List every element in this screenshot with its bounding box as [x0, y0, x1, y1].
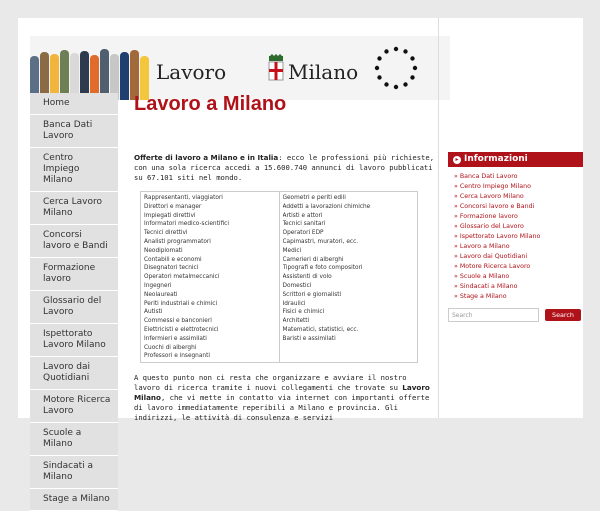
nav-item-label: Glossario del Lavoro [43, 296, 102, 317]
nav-item-ispettorato-lavoro[interactable] [30, 324, 118, 357]
widget-link[interactable]: » Formazione lavoro [454, 213, 518, 220]
widget-header [448, 152, 583, 167]
job-link[interactable]: Tecnici sanitari [282, 221, 326, 228]
search-row [448, 308, 583, 322]
nav-item-concorsi-lavoro[interactable] [30, 225, 118, 258]
job-link[interactable]: Analisti programmatori [144, 238, 211, 245]
nav-item-label: Formazione lavoro [43, 263, 96, 284]
job-link[interactable]: Scrittori e giornalisti [282, 291, 342, 298]
nav-item-label: Centro Impiego Milano [43, 153, 80, 185]
job-link[interactable]: Commessi e banconieri [144, 318, 212, 325]
nav-item-motore-ricerca[interactable] [30, 390, 118, 423]
search-input[interactable] [448, 308, 539, 322]
sidebar-divider [438, 18, 439, 418]
widget-link[interactable]: » Stage a Milano [454, 293, 507, 300]
job-link[interactable]: Architetti [282, 318, 310, 325]
job-link[interactable]: Artisti e attori [282, 212, 323, 219]
nav-item-formazione-lavoro[interactable] [30, 258, 118, 291]
job-link[interactable]: Baristi e assimilati [282, 335, 336, 342]
job-link[interactable]: Capimastri, muratori, ecc. [282, 238, 359, 245]
job-link[interactable]: Neodiplomati [144, 247, 183, 254]
logo-milano-text: Milano [288, 60, 359, 84]
search-button[interactable]: Search [545, 309, 581, 321]
nav-item-sindacati-milano[interactable] [30, 456, 118, 489]
widget-title: Informazioni [464, 154, 528, 164]
nav-item-label: Banca Dati Lavoro [43, 120, 93, 141]
nav-item-home[interactable] [30, 93, 118, 115]
widget-link[interactable]: » Glossario del Lavoro [454, 223, 524, 230]
widget-link[interactable]: » Concorsi lavoro e Bandi [454, 203, 535, 210]
nav-item-label: Stage a Milano [43, 494, 110, 504]
widget-link[interactable]: » Centro Impiego Milano [454, 183, 531, 190]
eu-stars-icon [370, 42, 422, 94]
jobs-column-left [141, 192, 279, 362]
job-link[interactable]: Matematici, statistici, ecc. [282, 326, 359, 333]
job-link[interactable]: Idraulici [282, 300, 306, 307]
job-link[interactable]: Assistenti di volo [282, 274, 332, 281]
nav-item-centro-impiego-milano[interactable] [30, 148, 118, 192]
job-link[interactable]: Professori e insegnanti [144, 353, 210, 360]
nav-item-label: Cerca Lavoro Milano [43, 197, 103, 218]
job-link[interactable]: Fisici e chimici [282, 309, 325, 316]
milano-crest-icon [267, 54, 285, 84]
job-link[interactable]: Impiegati direttivi [144, 212, 196, 219]
nav-item-scuole-milano[interactable] [30, 423, 118, 456]
nav-item-label: Ispettorato Lavoro Milano [43, 329, 106, 350]
main-content [134, 93, 434, 423]
page-title: Lavoro a Milano [134, 93, 287, 115]
nav-item-label: Motore Ricerca Lavoro [43, 395, 111, 416]
intro-text: : ecco le professioni più richieste, con una sola ricerca accedi a 15.600.740 annunci di lavoro pubblicati su 67.101 siti nel mondo. [134, 153, 435, 182]
nav-item-lavoro-quotidiani[interactable] [30, 357, 118, 390]
jobs-table [140, 191, 418, 363]
after-bold-link[interactable]: Lavoro Milano [134, 383, 430, 403]
widget-link[interactable]: » Banca Dati Lavoro [454, 173, 518, 180]
job-link[interactable]: Autisti [144, 309, 163, 316]
nav-item-banca-dati-lavoro[interactable] [30, 115, 118, 148]
widget-link[interactable]: » Sindacati a Milano [454, 283, 518, 290]
main-nav [30, 93, 118, 511]
widget-link[interactable]: » Scuole a Milano [454, 273, 510, 280]
job-link[interactable]: Tecnici direttivi [144, 230, 188, 237]
widget-link[interactable]: » Lavoro a Milano [454, 243, 510, 250]
jobs-column-right [279, 192, 418, 362]
nav-item-label: Scuole a Milano [43, 428, 82, 449]
job-link[interactable]: Domestici [282, 282, 312, 289]
widget-link[interactable]: » Cerca Lavoro Milano [454, 193, 524, 200]
job-link[interactable]: Elettricisti e elettrotecnici [144, 326, 219, 333]
job-link[interactable]: Operatori EDP [282, 230, 324, 237]
widget-link[interactable]: » Lavoro dai Quotidiani [454, 253, 528, 260]
job-link[interactable]: Addetti a lavorazioni chimiche [282, 203, 371, 210]
page [18, 18, 583, 504]
nav-item-label: Home [43, 98, 70, 108]
job-link[interactable]: Tipografi e foto compositori [282, 265, 363, 272]
widget-link[interactable]: » Motore Ricerca Lavoro [454, 263, 531, 270]
widget-link[interactable]: » Ispettorato Lavoro Milano [454, 233, 541, 240]
nav-item-cerca-lavoro-milano[interactable] [30, 192, 118, 225]
job-link[interactable]: Cuochi di alberghi [144, 344, 197, 351]
job-link[interactable]: Infermieri e assimilati [144, 335, 207, 342]
nav-item-glossario-lavoro[interactable] [30, 291, 118, 324]
job-link[interactable]: Rappresentanti, viaggiatori [144, 195, 223, 201]
job-link[interactable]: Ingegneri [144, 282, 172, 289]
job-link[interactable]: Contabili e economi [144, 256, 202, 263]
job-link[interactable]: Periti industriali e chimici [144, 300, 218, 307]
arrow-circle-icon: ▸ [453, 156, 461, 164]
intro-paragraph [134, 153, 434, 183]
job-link[interactable]: Operatori metalmeccanici [144, 274, 220, 281]
widget-list [448, 167, 583, 302]
job-link[interactable]: Disegnatori tecnici [144, 265, 199, 272]
logo-lavoro-text: Lavoro [156, 60, 227, 84]
job-link[interactable]: Informatori medico-scientifici [144, 221, 229, 228]
after-text-2: , che vi mette in contatto via internet con importanti offerte di lavoro immediatamente reperibili a Milano e provincia. Gli indirizzi, le attività di consulenza e servizi [134, 393, 430, 423]
job-link[interactable]: Medici [282, 247, 302, 254]
job-link[interactable]: Direttori e manager [144, 203, 202, 210]
after-paragraph [134, 373, 434, 423]
nav-item-label: Concorsi lavoro e Bandi [43, 230, 108, 251]
job-link[interactable]: Camerieri di alberghi [282, 256, 344, 263]
nav-item-label: Sindacati a Milano [43, 461, 94, 482]
after-text-1: A questo punto non ci resta che organizzare e avviare il nostro lavoro di ricerca tramite i nuovi collegamenti che trovate su [134, 373, 407, 393]
search-placeholder: Search [452, 311, 473, 319]
job-link[interactable]: Neolaureati [144, 291, 178, 298]
job-link[interactable]: Geometri e periti edili [282, 195, 346, 201]
intro-bold-text: Offerte di lavoro a Milano e in Italia [134, 153, 279, 162]
site-header [30, 36, 450, 100]
nav-item-stage-milano[interactable] [30, 489, 118, 511]
nav-item-label: Lavoro dai Quotidiani [43, 362, 90, 383]
workers-banner-image [30, 36, 150, 100]
info-widget [448, 152, 583, 322]
